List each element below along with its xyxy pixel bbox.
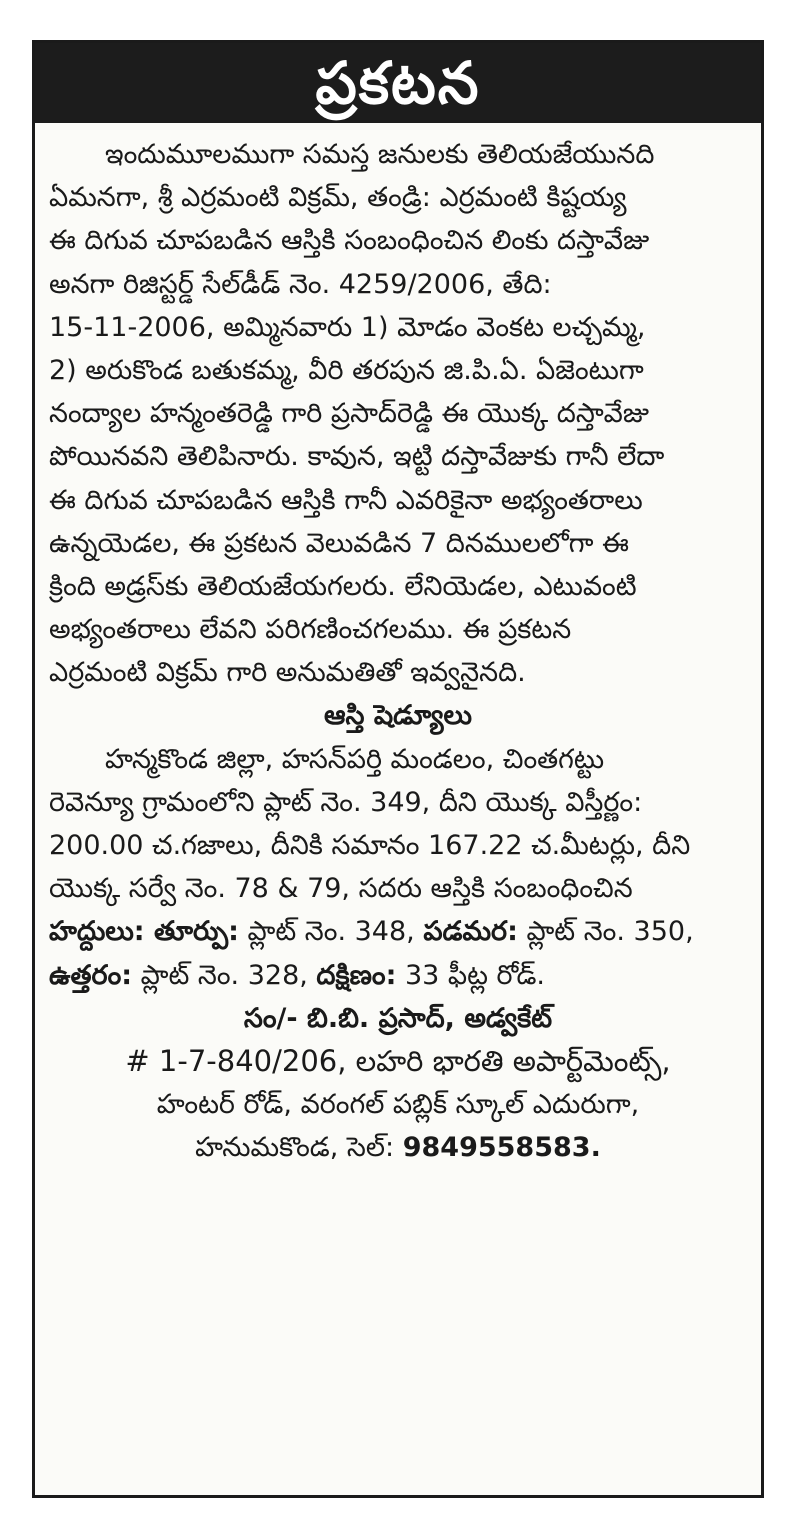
east-value: ప్లాట్ నెం. 348, xyxy=(238,916,424,948)
schedule-line: హన్మకొండ జిల్లా, హసన్‌పర్తి మండలం, చింతగట్టు xyxy=(105,743,605,775)
advocate-signature: సం/- బి.బి. ప్రసాద్, అడ్వకేట్ xyxy=(243,1002,553,1034)
address-line: # 1-7-840/206, లహరి భారతి అపార్ట్‌మెంట్స్, xyxy=(125,1043,671,1078)
body-line: క్రింది అడ్రస్‌కు తెలియజేయగలరు. లేనియెడల, ఎటువంటి xyxy=(49,570,637,602)
schedule-heading: ఆస్తి షెడ్యూలు xyxy=(323,700,473,732)
schedule-line: యొక్క సర్వే నెం. 78 & 79, సదరు ఆస్తికి సంబంధించిన xyxy=(49,873,633,905)
north-label: ఉత్తరం: xyxy=(49,959,133,991)
phone-number: 9849558583. xyxy=(402,1132,601,1164)
body-line: నంద్యాల హన్మంతరెడ్డి గారి ప్రసాద్‌రెడ్డి ఈ యొక్క దస్తావేజు xyxy=(49,398,649,430)
body-line: అభ్యంతరాలు లేవని పరిగణించగలము. ఈ ప్రకటన xyxy=(49,614,572,646)
body-line: పోయినవని తెలిపినారు. కావున, ఇట్టి దస్తావేజుకు గానీ లేదా xyxy=(49,441,665,473)
boundaries-line-north-south xyxy=(49,954,747,997)
boundaries-line-east-west xyxy=(49,910,747,953)
schedule-line: 200.00 చ.గజాలు, దీనికి సమానం 167.22 చ.మీటర్లు, దీని xyxy=(49,830,691,861)
notice-box xyxy=(32,40,764,1498)
body-line: అనగా రిజిస్టర్డ్ సేల్‌డీడ్ నెం. 4259/2006, తేది: xyxy=(49,268,552,300)
body-line: ఇందుమూలముగా సమస్త జనులకు తెలియజేయునది xyxy=(105,139,655,170)
body-line: ఏమనగా, శ్రీ ఎర్రమంటి విక్రమ్, తండ్రి: ఎర్రమంటి కిష్టయ్య xyxy=(49,182,627,214)
body-line: ఈ దిగువ చూపబడిన ఆస్తికి గానీ ఎవరికైనా అభ్యంతరాలు xyxy=(49,484,643,516)
notice-content xyxy=(35,123,761,1170)
notice-title: ప్రకటన xyxy=(315,49,481,117)
body-line: ఉన్నయెడల, ఈ ప్రకటన వెలువడిన 7 దినములలోగా ఈ xyxy=(49,527,629,559)
body-line: 15-11-2006, అమ్మినవారు 1) మోడం వెంకట లచ్చమ్మ, xyxy=(49,311,646,343)
contact-line xyxy=(49,1126,747,1169)
title-banner xyxy=(35,43,761,123)
west-value: ప్లాట్ నెం. 350, xyxy=(517,916,694,948)
south-label: దక్షిణం: xyxy=(316,959,397,991)
body-line: ఎర్రమంటి విక్రమ్ గారి అనుమతితో ఇవ్వనైనది. xyxy=(49,657,526,689)
south-value: 33 ఫీట్ల రోడ్. xyxy=(396,959,546,991)
body-line: ఈ దిగువ చూపబడిన ఆస్తికి సంబంధించిన లింకు దస్తావేజు xyxy=(49,225,650,257)
schedule-line: రెవెన్యూ గ్రామంలోని ప్లాట్ నెం. 349, దీని యొక్క విస్తీర్ణం: xyxy=(49,786,643,818)
east-label: హద్దులు: తూర్పు: xyxy=(49,916,239,948)
address-line: హంటర్ రోడ్, వరంగల్ పబ్లిక్ స్కూల్ ఎదురుగా, xyxy=(156,1089,640,1121)
contact-prefix: హనుమకొండ, సెల్: xyxy=(195,1132,403,1164)
west-label: పడమర: xyxy=(423,916,518,948)
body-line: 2) అరుకొండ బతుకమ్మ, వీరి తరపున జి.పి.ఏ. ఏజెంటుగా xyxy=(49,354,644,386)
north-value: ప్లాట్ నెం. 328, xyxy=(132,959,317,991)
